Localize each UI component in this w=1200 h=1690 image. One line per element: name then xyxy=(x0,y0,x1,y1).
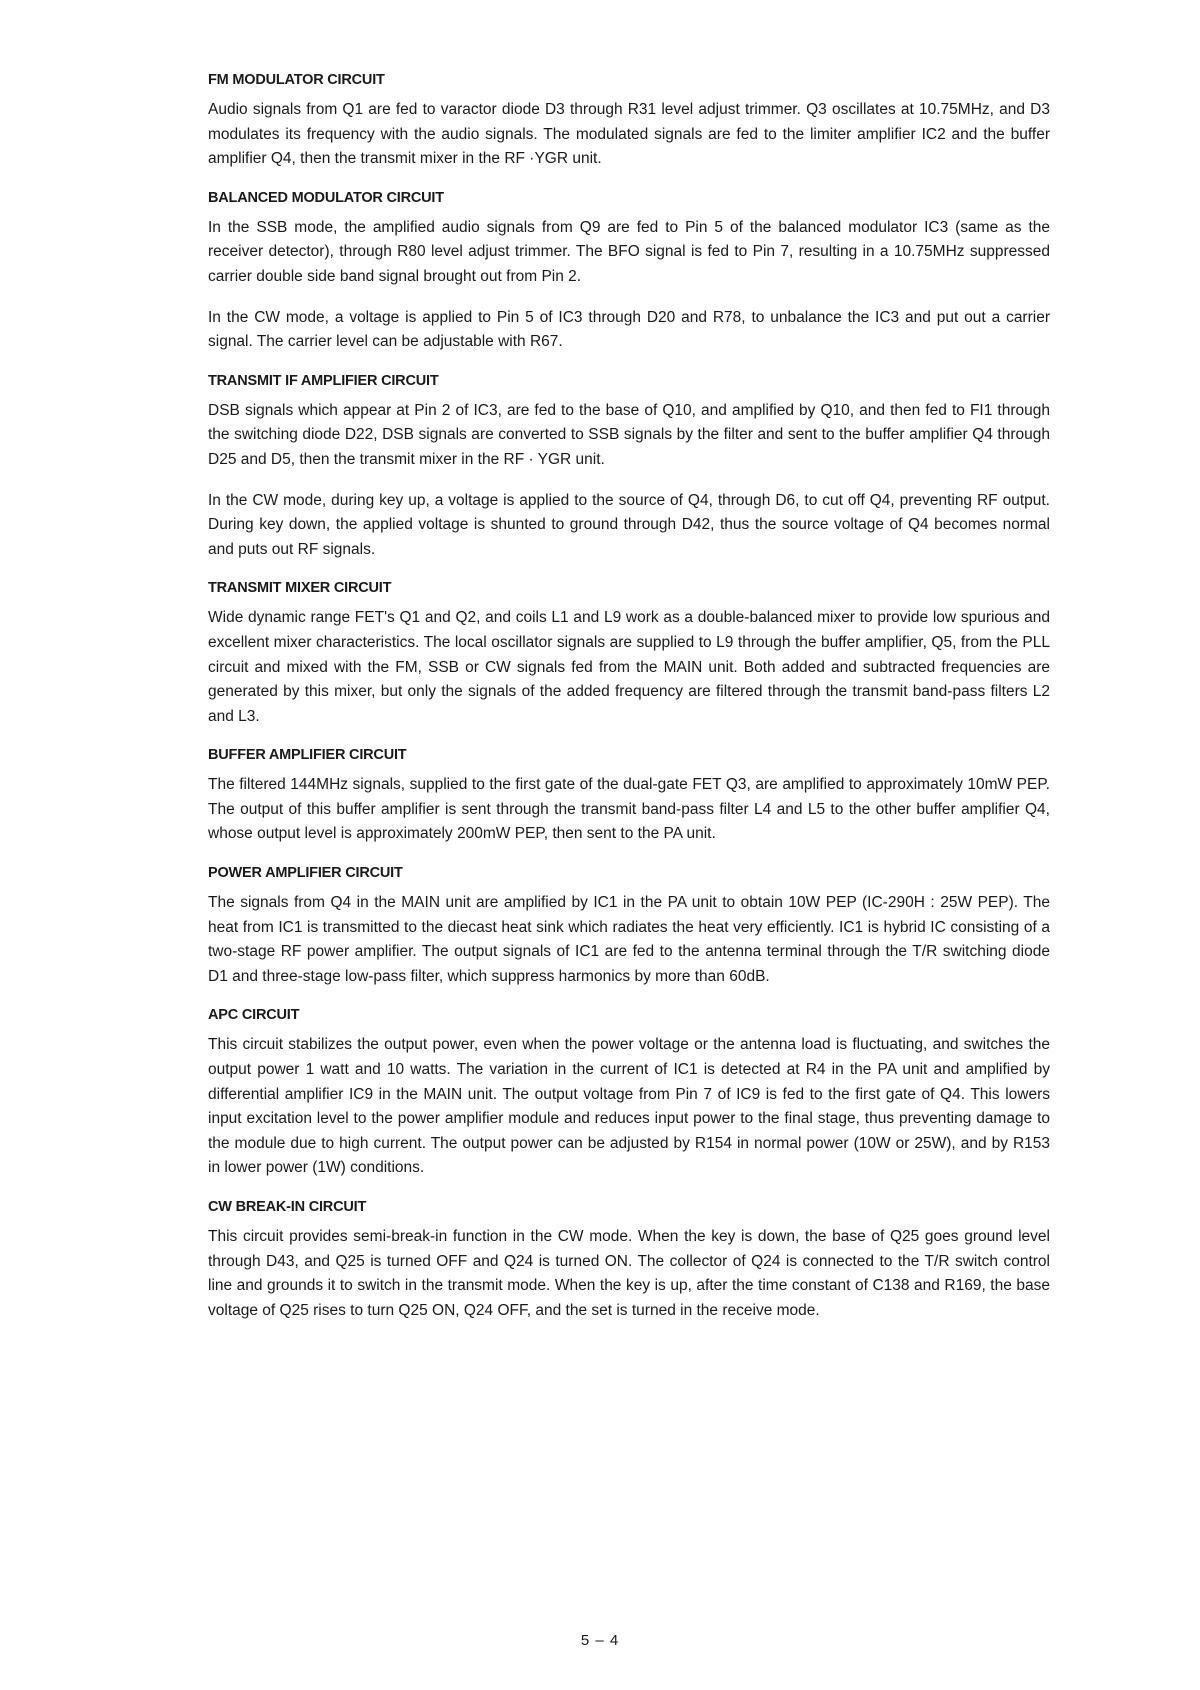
section-buffer-amplifier xyxy=(208,747,1050,847)
section-apc xyxy=(208,1007,1050,1181)
section-transmit-mixer xyxy=(208,580,1050,729)
paragraph: The filtered 144MHz signals, supplied to the first gate of the dual-gate FET Q3, are amplified to approximately 10mW PEP. The output of this buffer amplifier is sent through the transmit band-pass filter L4 and L5 to the other buffer amplifier Q4, whose output level is approximately 200mW PEP, then sent to the PA unit. xyxy=(208,776,1050,843)
paragraph: Audio signals from Q1 are fed to varactor diode D3 through R31 level adjust trimmer. Q3 oscillates at 10.75MHz, and D3 modulates its frequency with the audio signals. The modulated signals are fed to the limiter amplifier IC2 and the buffer amplifier Q4, then the transmit mixer in the RF ·YGR unit. xyxy=(208,101,1050,168)
section-fm-modulator xyxy=(208,72,1050,172)
section-cw-break-in xyxy=(208,1199,1050,1323)
document-body xyxy=(208,72,1050,1341)
paragraph: This circuit provides semi-break-in function in the CW mode. When the key is down, the base of Q25 goes ground level through D43, and Q25 is turned OFF and Q24 is turned ON. The collector of Q24 is connected to the T/R switch control line and grounds it to switch in the transmit mode. When the key is up, after the time constant of C138 and R169, the base voltage of Q25 rises to turn Q25 ON, Q24 OFF, and the set is turned in the receive mode. xyxy=(208,1228,1050,1319)
section-title: BUFFER AMPLIFIER CIRCUIT xyxy=(208,747,407,764)
paragraph: In the CW mode, during key up, a voltage is applied to the source of Q4, through D6, to cut off Q4, preventing RF output. During key down, the applied voltage is shunted to ground through D42, thus the source voltage of Q4 becomes normal and puts out RF signals. xyxy=(208,491,1050,558)
section-transmit-if-amplifier xyxy=(208,373,1050,563)
paragraph: DSB signals which appear at Pin 2 of IC3, are fed to the base of Q10, and amplified by Q10, and then fed to FI1 through the switching diode D22, DSB signals are converted to SSB signals by the filter and sent to the buffer amplifier Q4 through D25 and D5, then the transmit mixer in the RF · YGR unit. xyxy=(208,401,1050,468)
section-title: CW BREAK-IN CIRCUIT xyxy=(208,1199,367,1215)
section-title: APC CIRCUIT xyxy=(208,1007,300,1024)
paragraph: Wide dynamic range FET's Q1 and Q2, and coils L1 and L9 work as a double-balanced mixer to provide low spurious and excellent mixer characteristics. The local oscillator signals are supplied to L9 through the buffer amplifier, Q5, from the PLL circuit and mixed with the FM, SSB or CW signals fed from the MAIN unit. Both added and subtracted frequencies are generated by this mixer, but only the signals of the added frequency are filtered through the transmit band-pass filters L2 and L3. xyxy=(208,609,1050,725)
paragraph: This circuit stabilizes the output power, even when the power voltage or the antenna load is fluctuating, and switches the output power 1 watt and 10 watts. The variation in the current of IC1 is detected at R4 in the PA unit and amplified by differential amplifier IC9 in the MAIN unit. The output voltage from Pin 7 of IC9 is fed to the first gate of Q4. This lowers input excitation level to the power amplifier module and reduces input power to the final stage, thus preventing damage to the module due to high current. The output power can be adjusted by R154 in normal power (10W or 25W), and by R153 in lower power (1W) conditions. xyxy=(208,1036,1050,1177)
section-power-amplifier xyxy=(208,865,1050,989)
paragraph: In the CW mode, a voltage is applied to Pin 5 of IC3 through D20 and R78, to unbalance the IC3 and put out a carrier signal. The carrier level can be adjustable with R67. xyxy=(208,308,1050,351)
section-title: TRANSMIT IF AMPLIFIER CIRCUIT xyxy=(208,372,439,389)
paragraph: In the SSB mode, the amplified audio signals from Q9 are fed to Pin 5 of the balanced modulator IC3 (same as the receiver detector), through R80 level adjust trimmer. The BFO signal is fed to Pin 7, resulting in a 10.75MHz suppressed carrier double side band signal brought out from Pin 2. xyxy=(208,218,1050,285)
paragraph: The signals from Q4 in the MAIN unit are amplified by IC1 in the PA unit to obtain 10W PEP (IC-290H : 25W PEP). The heat from IC1 is transmitted to the diecast heat sink which radiates the heat very efficiently. IC1 is hybrid IC consisting of a two-stage RF power amplifier. The output signals of IC1 are fed to the antenna terminal through the T/R switching diode D1 and three-stage low-pass filter, which suppress harmonics by more than 60dB. xyxy=(208,894,1050,985)
section-balanced-modulator xyxy=(208,190,1050,355)
page-number: 5 – 4 xyxy=(580,1632,620,1649)
section-title: TRANSMIT MIXER CIRCUIT xyxy=(208,580,392,597)
section-title: BALANCED MODULATOR CIRCUIT xyxy=(208,189,444,206)
section-title: FM MODULATOR CIRCUIT xyxy=(208,72,385,88)
section-title: POWER AMPLIFIER CIRCUIT xyxy=(208,865,403,882)
